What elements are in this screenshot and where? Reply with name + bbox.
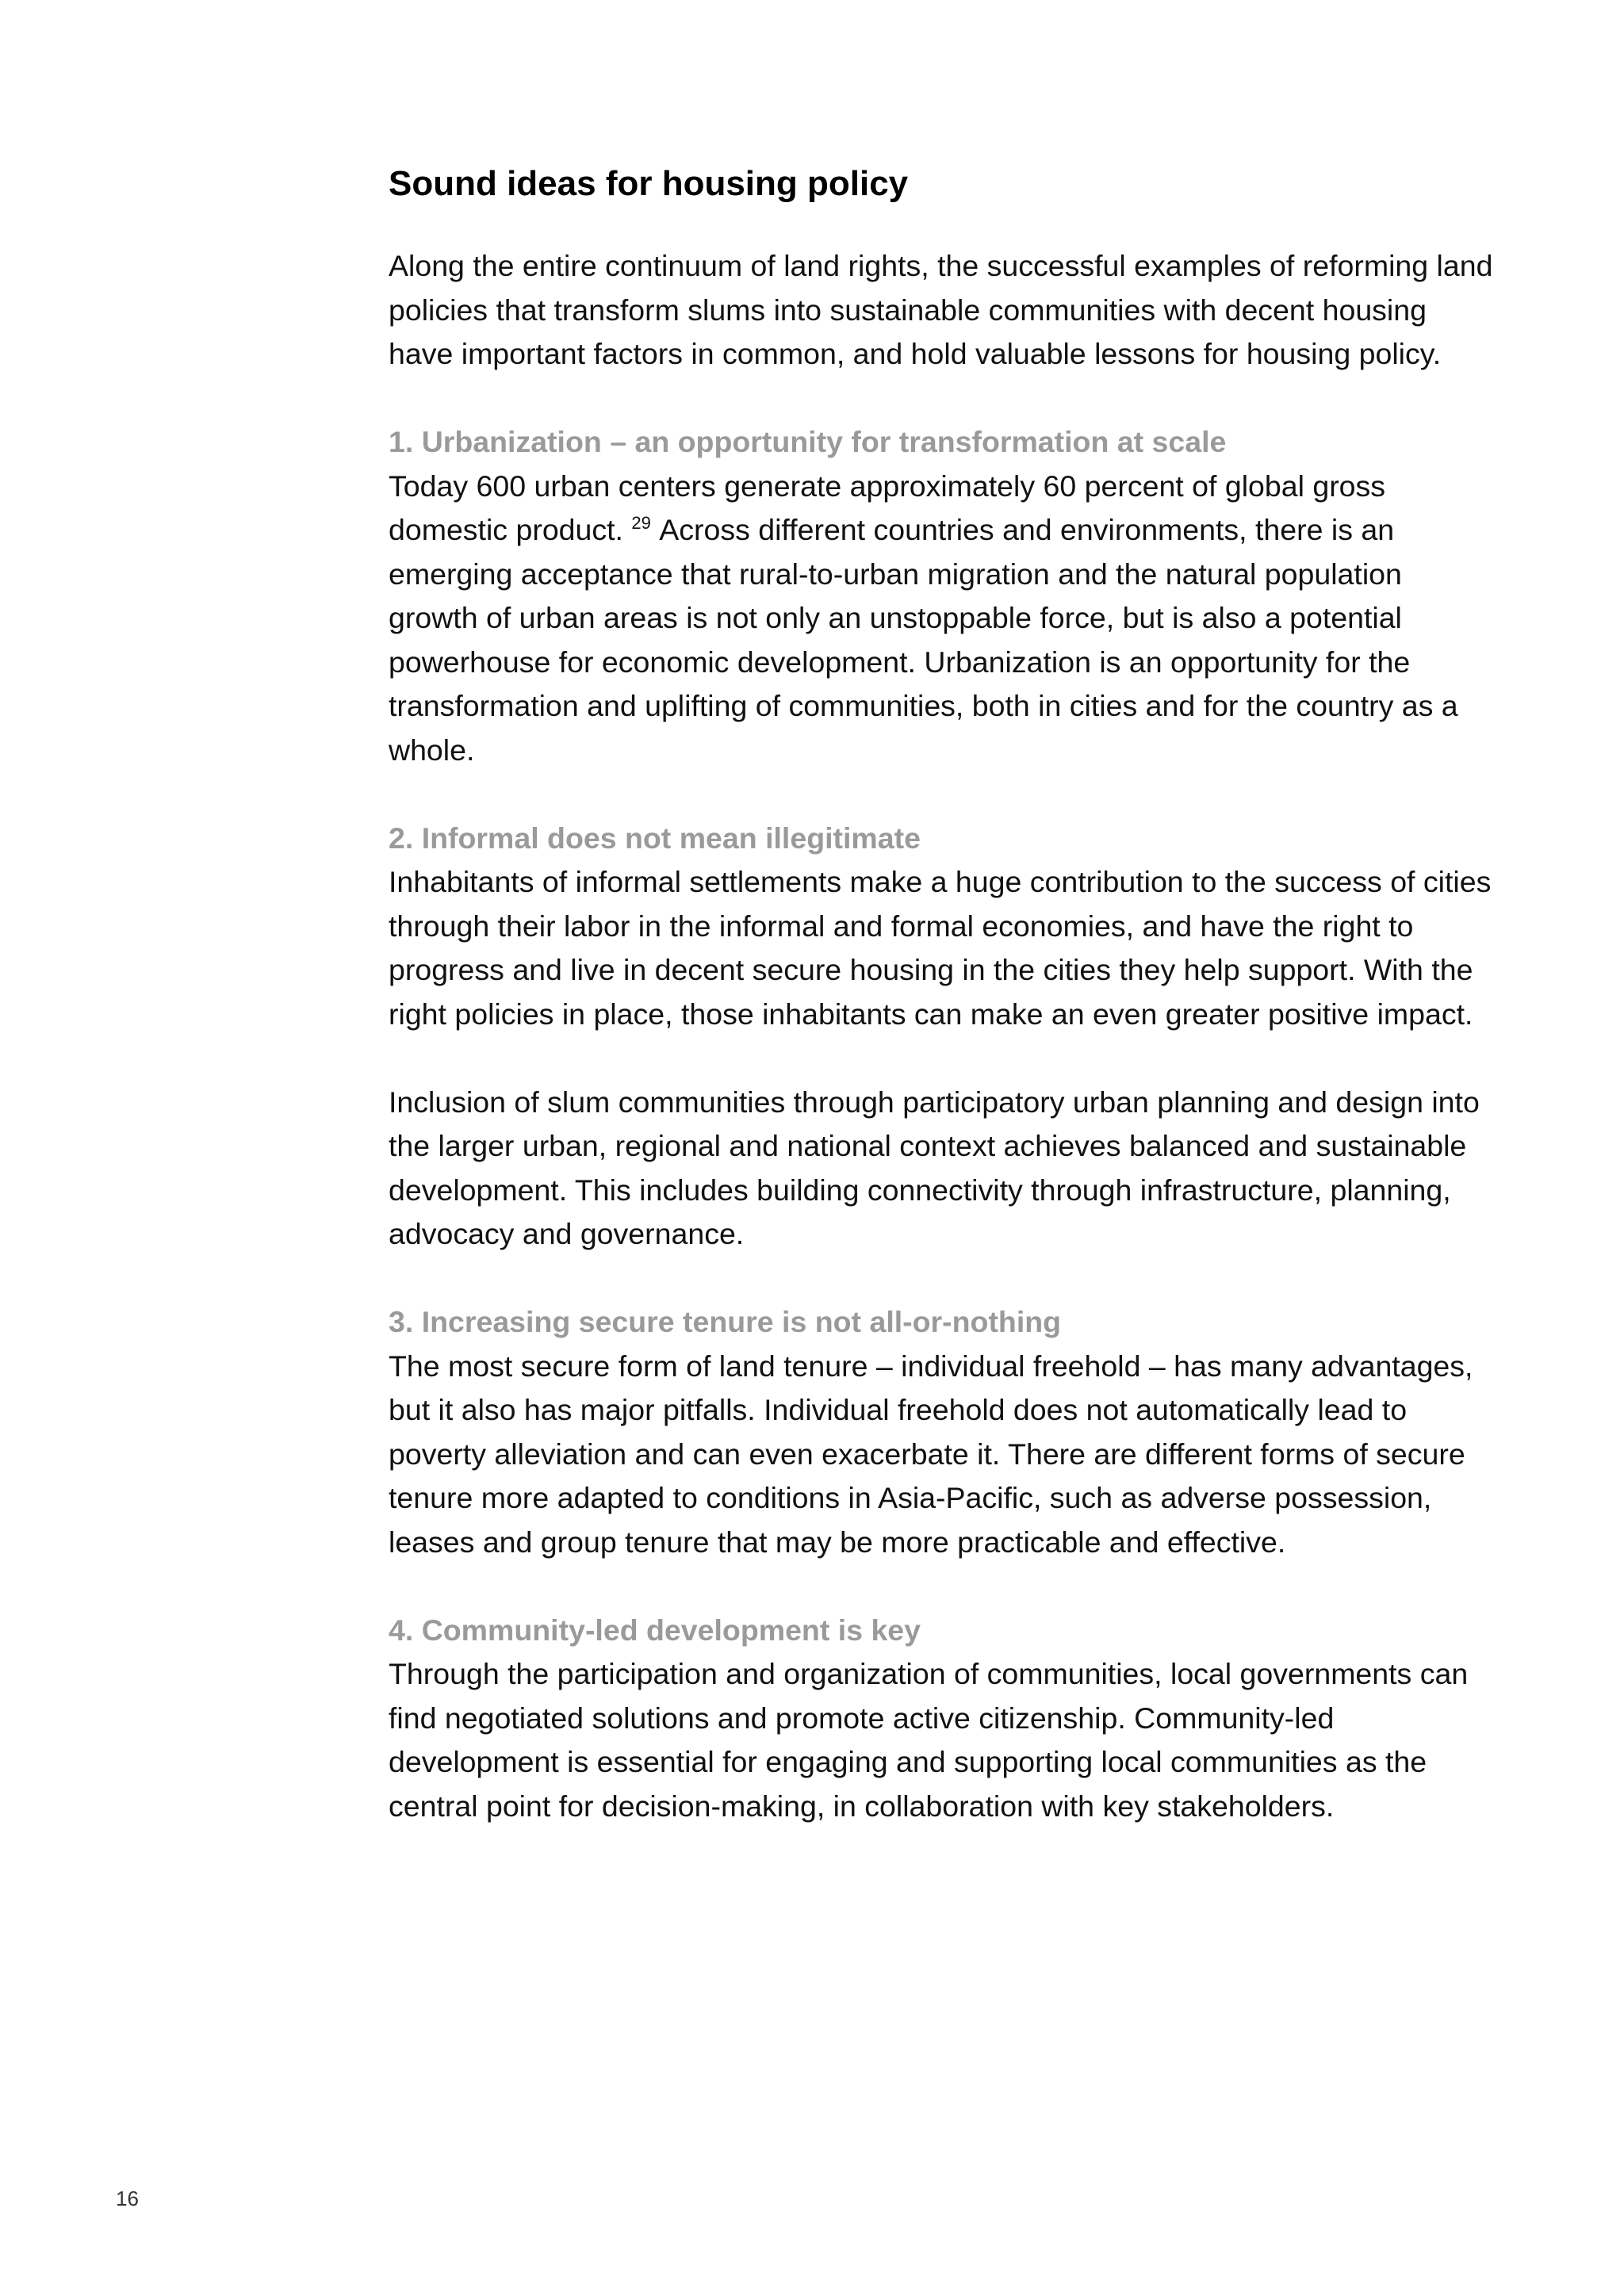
paragraph-text: Across different countries and environments, there is an emerging acceptance that rural-to-urban migration and the natural population growth of urban areas is not only an unstoppable force, but is also a potential powerhouse for economic development. Urbanization is an opportunity for the transformation and uplifting of communities, both in cities and for the country as a whole. [389,513,1458,767]
section-heading: 4. Community-led development is key [389,1613,921,1647]
section-heading: 3. Increasing secure tenure is not all-or-nothing [389,1305,1062,1338]
section-heading: 2. Informal does not mean illegitimate [389,821,921,855]
section-secure-tenure [389,1300,1499,1564]
section-community-led [389,1609,1499,1829]
paragraph-text: Today 600 urban centers generate approximately 60 percent of global gross domestic product. [389,469,1386,546]
intro-paragraph: Along the entire continuum of land rights, the successful examples of reforming land policies that transform slums into sustainable communities with decent housing have important factors in common, and hold valuable lessons for housing policy. [389,249,1493,370]
section-paragraph: Inclusion of slum communities through participatory urban planning and design into the larger urban, regional and national context achieves balanced and sustainable development. This includes building connectivity through infrastructure, planning, advocacy and governance. [389,1085,1480,1250]
section-paragraph: The most secure form of land tenure – individual freehold – has many advantages, but it also has major pitfalls. Individual freehold does not automatically lead to poverty alleviation and can even exacerbate it. There are different forms of secure tenure more adapted to conditions in Asia-Pacific, such as adverse possession, leases and group tenure that may be more practicable and effective. [389,1349,1473,1559]
section-heading: 1. Urbanization – an opportunity for transformation at scale [389,425,1227,458]
section-urbanization [389,420,1499,772]
footnote-marker: 29 [631,513,651,533]
section-paragraph: Inhabitants of informal settlements make a huge contribution to the success of cities through their labor in the informal and formal economies, and have the right to progress and live in decent secure housing in the cities they help support. With the right policies in place, those inhabitants can make an even greater positive impact. [389,865,1492,1031]
section-informal [389,817,1499,1257]
page-number: 16 [116,2187,139,2210]
page-title: Sound ideas for housing policy [389,164,909,203]
section-paragraph: Through the participation and organization of communities, local governments can find negotiated solutions and promote active citizenship. Community-led development is essential for engaging and supporting local communities as the central point for decision-making, in collaboration with key stakeholders. [389,1657,1469,1823]
page-content [389,160,1499,1828]
section-paragraph [389,465,1499,773]
